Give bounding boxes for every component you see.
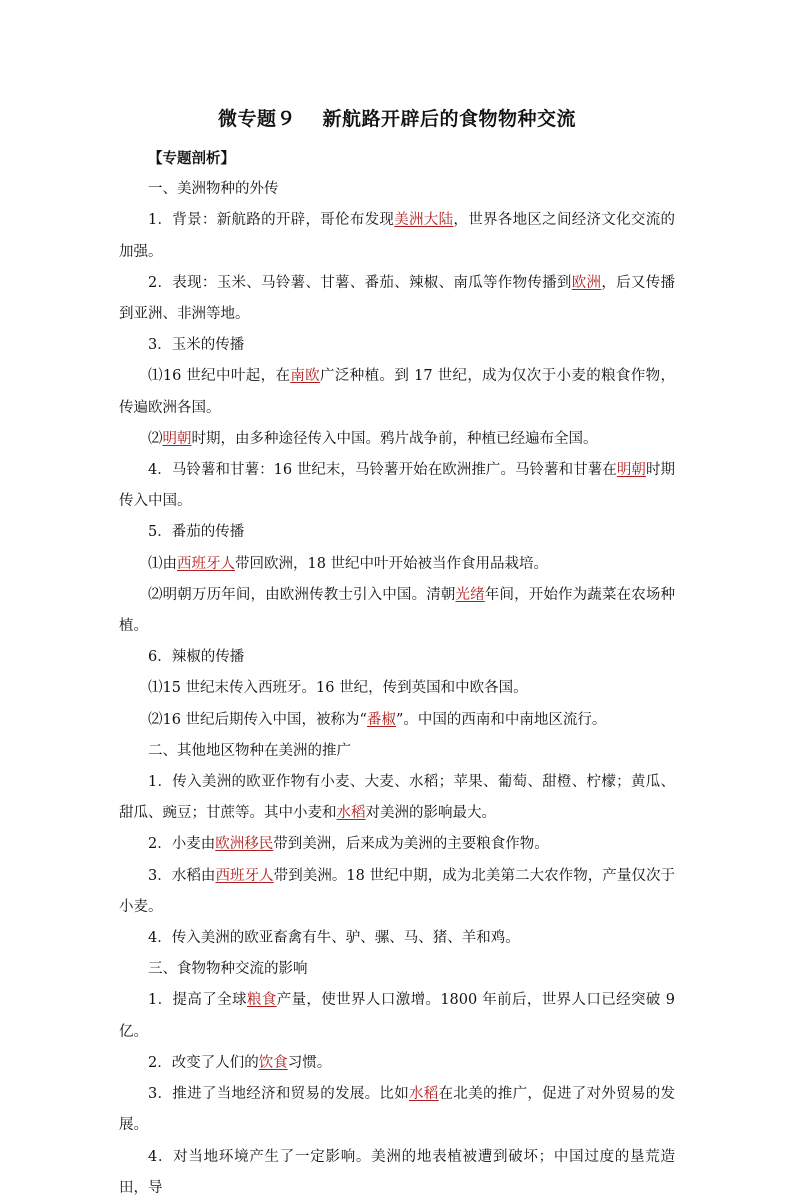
paragraph bbox=[119, 923, 675, 954]
paragraph bbox=[119, 736, 675, 767]
text-segment: 2．表现：玉米、马铃薯、甘薯、番茄、辣椒、南瓜等作物传播到 bbox=[148, 274, 572, 291]
paragraph bbox=[119, 517, 675, 548]
text-segment: 【专题剖析】 bbox=[148, 150, 235, 167]
text-segment: ，后又传播到亚洲、非洲等地。 bbox=[119, 274, 676, 323]
paragraph bbox=[119, 549, 675, 580]
text-segment: ”。中国的西南和中南地区流行。 bbox=[395, 711, 607, 728]
highlighted-term: 西班牙人 bbox=[215, 867, 274, 884]
text-segment: ⑴15 世纪末传入西班牙。16 世纪，传到英国和中欧各国。 bbox=[148, 680, 528, 697]
text-segment: 1．背景：新航路的开辟，哥伦布发现 bbox=[148, 212, 395, 229]
text-segment: 3．玉米的传播 bbox=[148, 337, 245, 354]
highlighted-term: 番椒 bbox=[366, 711, 396, 728]
paragraph bbox=[119, 673, 675, 704]
highlighted-term: 饮食 bbox=[258, 1054, 288, 1071]
text-segment: 在北美的推广，促进了对外贸易的发展。 bbox=[119, 1086, 676, 1134]
text-segment: 1．提高了全球 bbox=[148, 992, 247, 1009]
highlighted-term: 南欧 bbox=[290, 368, 321, 385]
highlighted-term: 欧洲移民 bbox=[215, 836, 274, 853]
text-segment: 三、食物物种交流的影响 bbox=[148, 961, 308, 978]
paragraph bbox=[119, 767, 675, 829]
highlighted-term: 水稻 bbox=[409, 1086, 439, 1103]
text-segment: ⑵ bbox=[148, 430, 163, 447]
text-segment: 年间，开始作为蔬菜在农场种植。 bbox=[119, 586, 676, 635]
paragraph bbox=[119, 361, 675, 423]
document-body bbox=[119, 143, 675, 1204]
paragraph bbox=[119, 1079, 675, 1141]
paragraph bbox=[119, 455, 675, 517]
text-segment: 2．小麦由 bbox=[148, 836, 216, 853]
paragraph bbox=[119, 642, 675, 673]
paragraph bbox=[119, 424, 675, 455]
highlighted-term: 水稻 bbox=[336, 805, 366, 822]
highlighted-term: 西班牙人 bbox=[177, 555, 235, 572]
text-segment: 2．改变了人们的 bbox=[148, 1054, 259, 1071]
paragraph bbox=[119, 268, 675, 330]
text-segment: 4．对当地环境产生了一定影响。美洲的地表植被遭到破坏；中国过度的垦荒造田，导 bbox=[119, 1148, 675, 1196]
text-segment: 5．番茄的传播 bbox=[148, 524, 245, 541]
highlighted-term: 粮食 bbox=[246, 992, 277, 1009]
paragraph bbox=[119, 829, 675, 860]
text-segment: ⑴由 bbox=[148, 555, 177, 572]
text-segment: 广泛种植。到 17 世纪，成为仅次于小麦的粮食作物，传遍欧洲各国。 bbox=[119, 368, 676, 416]
paragraph bbox=[119, 330, 675, 361]
paragraph bbox=[119, 174, 675, 205]
text-segment: ⑵16 世纪后期传入中国，被称为“ bbox=[148, 711, 367, 728]
paragraph bbox=[119, 985, 675, 1047]
paragraph bbox=[119, 1142, 675, 1204]
text-segment: 时期传入中国。 bbox=[119, 462, 676, 510]
highlighted-term: 光绪 bbox=[455, 586, 485, 603]
text-segment: 时期，由多种途径传入中国。鸦片战争前，种植已经遍布全国。 bbox=[191, 430, 598, 447]
text-segment: 1．传入美洲的欧亚作物有小麦、大麦、水稻；苹果、葡萄、甜橙、柠檬；黄瓜、甜瓜、豌豆；甘蔗等。其中小麦和 bbox=[119, 774, 675, 822]
text-segment: 一、美洲物种的外传 bbox=[148, 181, 279, 198]
text-segment: 习惯。 bbox=[287, 1054, 332, 1071]
text-segment: 带回欧洲，18 世纪中叶开始被当作食用品栽培。 bbox=[235, 555, 549, 572]
paragraph bbox=[119, 861, 675, 923]
paragraph bbox=[119, 580, 675, 642]
highlighted-term: 明朝 bbox=[616, 462, 646, 479]
paragraph bbox=[119, 1048, 675, 1079]
text-segment: 产量，使世界人口激增。1800 年前后，世界人口已经突破 9 亿。 bbox=[119, 992, 676, 1040]
paragraph bbox=[119, 205, 675, 267]
paragraph bbox=[119, 954, 675, 985]
text-segment: ⑴16 世纪中叶起，在 bbox=[148, 368, 291, 385]
text-segment: 3．推进了当地经济和贸易的发展。比如 bbox=[148, 1086, 410, 1103]
text-segment: 带到美洲，后来成为美洲的主要粮食作物。 bbox=[273, 836, 549, 853]
paragraph bbox=[119, 705, 675, 736]
text-segment: ，世界各地区之间经济文化交流的加强。 bbox=[119, 212, 676, 260]
highlighted-term: 欧洲 bbox=[571, 274, 602, 291]
text-segment: 6．辣椒的传播 bbox=[148, 649, 245, 666]
highlighted-term: 美洲大陆 bbox=[394, 212, 454, 229]
text-segment: 3．水稻由 bbox=[148, 867, 216, 884]
text-segment: 4．传入美洲的欧亚畜禽有牛、驴、骡、马、猪、羊和鸡。 bbox=[148, 930, 520, 947]
highlighted-term: 明朝 bbox=[162, 430, 192, 447]
text-segment: ⑵明朝万历年间，由欧洲传教士引入中国。清朝 bbox=[148, 586, 456, 603]
text-segment: 带到美洲。18 世纪中期，成为北美第二大农作物，产量仅次于小麦。 bbox=[119, 867, 675, 915]
text-segment: 二、其他地区物种在美洲的推广 bbox=[148, 742, 351, 759]
document-title: 微专题９ 新航路开辟后的食物物种交流 bbox=[217, 108, 577, 130]
text-segment: 对美洲的影响最大。 bbox=[365, 805, 496, 822]
text-segment: 4．马铃薯和甘薯：16 世纪末，马铃薯开始在欧洲推广。马铃薯和甘薯在 bbox=[148, 462, 617, 479]
section-tag bbox=[119, 143, 675, 174]
